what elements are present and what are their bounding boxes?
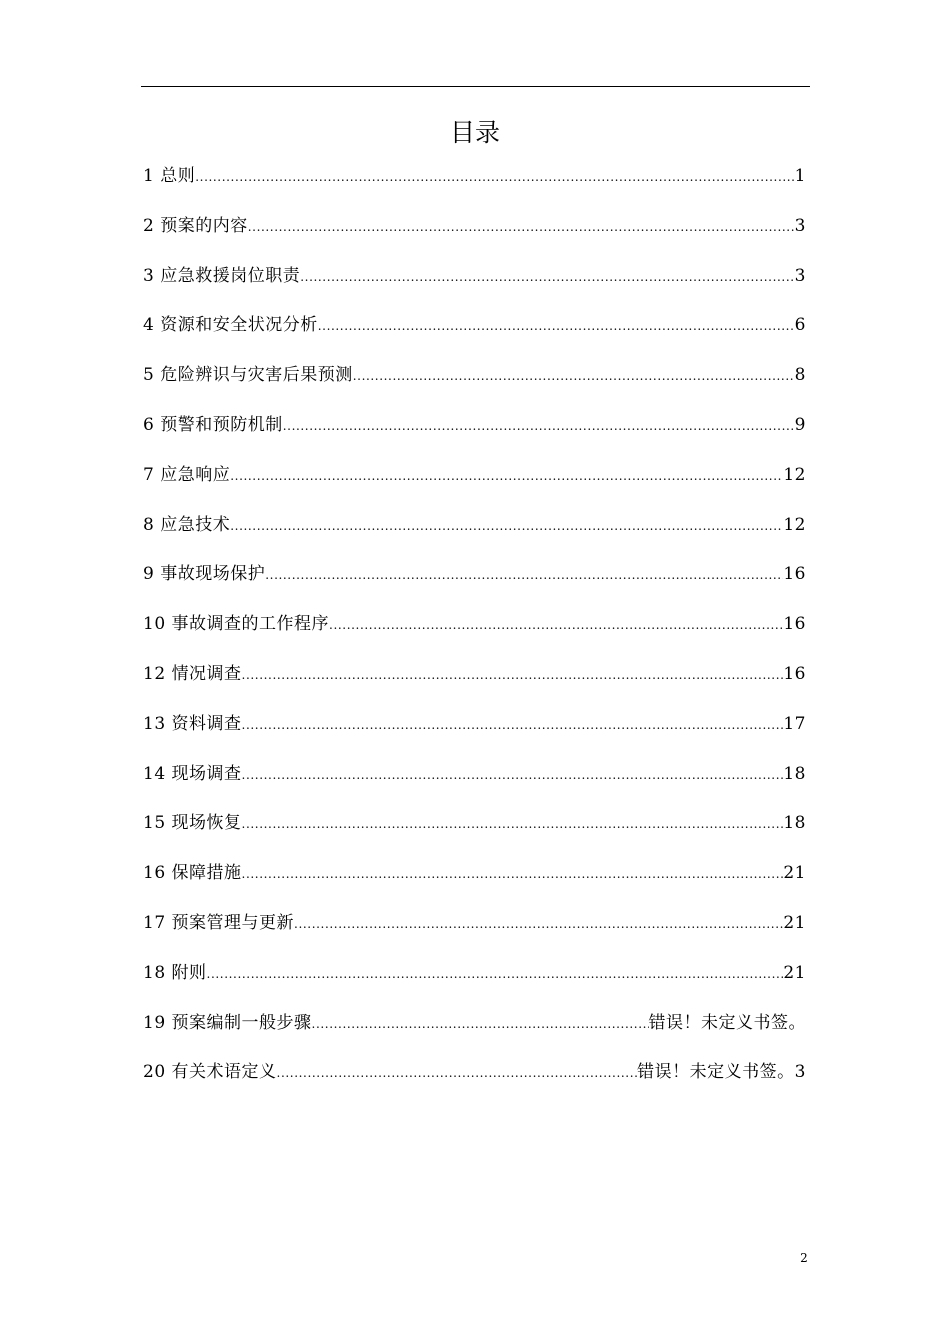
toc-dot-leader <box>230 460 783 492</box>
toc-entry-page: 21 <box>783 962 806 983</box>
toc-entry-page: 9 <box>794 414 806 435</box>
toc-dot-leader <box>265 559 783 591</box>
page-number: 2 <box>800 1251 808 1265</box>
toc-entry[interactable] <box>143 558 806 608</box>
toc-dot-leader <box>195 161 794 193</box>
toc-entry[interactable] <box>143 409 806 459</box>
toc-entry-label: 2 预案的内容 <box>143 215 248 236</box>
toc-dot-leader <box>242 858 784 890</box>
header-rule <box>141 86 810 87</box>
toc-entry[interactable] <box>143 857 806 907</box>
toc-entry[interactable] <box>143 1056 806 1106</box>
toc-dot-leader <box>294 908 783 940</box>
toc-entry[interactable] <box>143 509 806 559</box>
toc-entry-label: 13 资料调查 <box>143 713 242 734</box>
toc-entry-page: 1 <box>794 166 806 186</box>
toc-entry-page: 21 <box>783 863 806 884</box>
toc-dot-leader <box>242 808 784 840</box>
toc-entry[interactable] <box>143 459 806 509</box>
toc-entry[interactable] <box>143 658 806 708</box>
toc-entry-label: 4 资源和安全状况分析 <box>143 315 318 336</box>
toc-entry-page: 6 <box>794 315 806 336</box>
toc-dot-leader <box>242 659 784 691</box>
toc-entry-page: 18 <box>783 813 806 834</box>
toc-entry[interactable] <box>143 708 806 758</box>
toc-entry-label: 7 应急响应 <box>143 464 231 485</box>
toc-entry-label: 9 事故现场保护 <box>143 564 266 585</box>
toc-entry-page: 8 <box>794 365 806 386</box>
toc-title: 目录 <box>449 118 500 147</box>
toc-entry-page: 错误！未定义书签。3 <box>637 1062 806 1083</box>
toc-entry[interactable] <box>143 957 806 1007</box>
toc-entry[interactable] <box>143 608 806 658</box>
toc-dot-leader <box>207 958 784 990</box>
toc-entry-label: 19 预案编制一般步骤 <box>143 1012 312 1033</box>
toc-dot-leader <box>353 360 795 392</box>
toc-entry-label: 3 应急救援岗位职责 <box>143 265 301 286</box>
toc-entry-label: 5 危险辨识与灾害后果预测 <box>143 365 353 386</box>
toc-entry[interactable] <box>143 758 806 808</box>
toc-entry[interactable] <box>143 359 806 409</box>
toc-dot-leader <box>277 1057 638 1089</box>
toc-dot-leader <box>242 759 784 791</box>
toc-entry-label: 14 现场调查 <box>143 763 242 784</box>
toc-dot-leader <box>242 709 784 741</box>
toc-entry[interactable] <box>143 907 806 957</box>
toc-dot-leader <box>312 1008 649 1040</box>
toc-list <box>143 160 806 1106</box>
toc-entry-label: 17 预案管理与更新 <box>143 912 295 933</box>
toc-entry[interactable] <box>143 160 806 210</box>
toc-entry-page: 17 <box>783 713 806 734</box>
toc-entry-label: 20 有关术语定义 <box>143 1062 277 1083</box>
toc-entry-label: 18 附则 <box>143 962 207 983</box>
toc-dot-leader <box>329 609 783 641</box>
toc-entry-page: 错误！未定义书签。 <box>648 1012 806 1033</box>
toc-entry[interactable] <box>143 210 806 260</box>
toc-entry-page: 16 <box>783 663 806 684</box>
toc-entry-label: 12 情况调查 <box>143 663 242 684</box>
toc-entry-page: 12 <box>783 464 806 485</box>
toc-entry-label: 8 应急技术 <box>143 514 231 535</box>
toc-entry-page: 16 <box>783 614 806 635</box>
toc-entry-page: 3 <box>794 215 806 236</box>
toc-entry-label: 1 总则 <box>143 166 196 186</box>
toc-entry-page: 16 <box>783 564 806 585</box>
toc-entry-page: 12 <box>783 514 806 535</box>
toc-dot-leader <box>248 211 795 243</box>
toc-entry-label: 10 事故调查的工作程序 <box>143 614 330 635</box>
toc-entry[interactable] <box>143 807 806 857</box>
toc-dot-leader <box>283 410 795 442</box>
toc-entry[interactable] <box>143 1007 806 1057</box>
toc-entry-label: 15 现场恢复 <box>143 813 242 834</box>
toc-dot-leader <box>230 510 783 542</box>
toc-entry-page: 18 <box>783 763 806 784</box>
toc-entry-label: 6 预警和预防机制 <box>143 414 283 435</box>
toc-entry-label: 16 保障措施 <box>143 863 242 884</box>
toc-entry-page: 21 <box>783 912 806 933</box>
toc-entry[interactable] <box>143 309 806 359</box>
toc-dot-leader <box>300 261 794 293</box>
toc-entry-page: 3 <box>794 265 806 286</box>
toc-entry[interactable] <box>143 260 806 310</box>
toc-dot-leader <box>318 310 795 342</box>
